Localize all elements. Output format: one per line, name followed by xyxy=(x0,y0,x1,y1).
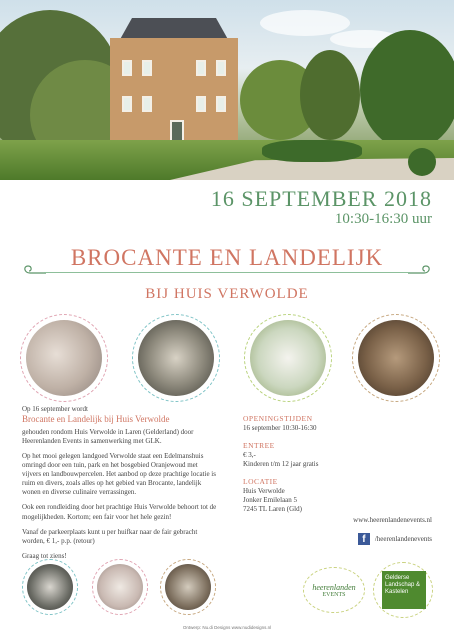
small-photo-dining xyxy=(165,564,211,610)
title-underline xyxy=(44,272,410,273)
intro-text: Op 16 september wordt xyxy=(22,405,88,413)
description-paragraph-3: Ook een rondleiding door het prachtige Huis Verwolde behoort tot de mogelijkheden. Kortom; een fair voor het hele gezin! xyxy=(22,503,217,521)
event-description xyxy=(22,405,218,567)
glk-logo xyxy=(373,562,433,618)
hero-photo-huis-verwolde xyxy=(0,0,454,180)
facebook-link[interactable] xyxy=(358,533,432,545)
location-label: LOCATIE xyxy=(243,476,278,486)
opening-hours-label: OPENINGSTIJDEN xyxy=(243,414,313,423)
events-logo-text: EVENTS xyxy=(322,592,346,598)
right-ornament-icon xyxy=(406,262,434,284)
event-date: 16 SEPTEMBER 2018 xyxy=(210,186,432,211)
photo-suitcases xyxy=(358,320,434,396)
event-title: BROCANTE EN LANDELIJK xyxy=(70,245,384,270)
location-city: 7245 TL Laren (Gld) xyxy=(243,504,302,513)
entry-label: ENTREE xyxy=(243,440,275,450)
description-paragraph-1: gehouden rondom Huis Verwolde in Laren (Gelderland) door Heerenlanden Events in samenwerking met GLK. xyxy=(22,427,194,445)
glk-line-1: Gelderse xyxy=(385,575,410,581)
facebook-handle: /heerenlandenevents xyxy=(374,535,432,543)
location-street: Jonker Emilelaan 5 xyxy=(243,495,298,504)
location-name: Huis Verwolde xyxy=(243,486,285,495)
event-time: 10:30-16:30 uur xyxy=(334,211,432,227)
glk-line-3: Kastelen xyxy=(385,589,409,596)
description-paragraph-5: Graag tot ziens! xyxy=(22,551,67,560)
glk-line-2: Landschap & xyxy=(385,582,421,589)
photo-pillows xyxy=(26,320,102,396)
heerenlanden-logo-text: heerenlanden xyxy=(312,583,356,592)
description-headline: Brocante en Landelijk bij Huis Verwolde xyxy=(22,414,170,425)
entry-price: € 3,- xyxy=(243,450,256,459)
small-photo-textiles xyxy=(97,564,143,610)
heerenlanden-events-logo xyxy=(303,567,365,613)
left-ornament-icon xyxy=(20,262,48,284)
opening-hours-value: 16 september 10:30-16:30 xyxy=(243,423,317,432)
photo-interior xyxy=(138,320,214,396)
entry-children: Kinderen t/m 12 jaar gratis xyxy=(243,459,319,468)
small-photo-interior xyxy=(27,564,73,610)
facebook-icon: f xyxy=(358,533,370,545)
event-subtitle: BIJ HUIS VERWOLDE xyxy=(145,286,309,302)
website-link[interactable]: www.heerenlandenevents.nl xyxy=(353,516,432,524)
description-paragraph-2: Op het mooi gelegen landgoed Verwolde staat een Edelmanshuis omringd door een tuin, park en het bosgebied Oranjewoud met vijvers en landbouwpercelen. Het aanbod op deze prachtige locatie is ruim en divers, zoals alles op het gebied van Brocante, landelijk wonen en diverse culinaire verrassingen. xyxy=(22,451,216,497)
description-paragraph-4: Vanaf de parkeerplaats kunt u per huifkar naar de fair gebracht worden, € 1,- p.p. (retour) xyxy=(22,527,198,545)
photo-table-setting xyxy=(250,320,326,396)
design-credit: Ontwerp: Nu.di Designs www.nudidesigns.nl xyxy=(182,625,272,630)
event-info xyxy=(243,414,343,514)
